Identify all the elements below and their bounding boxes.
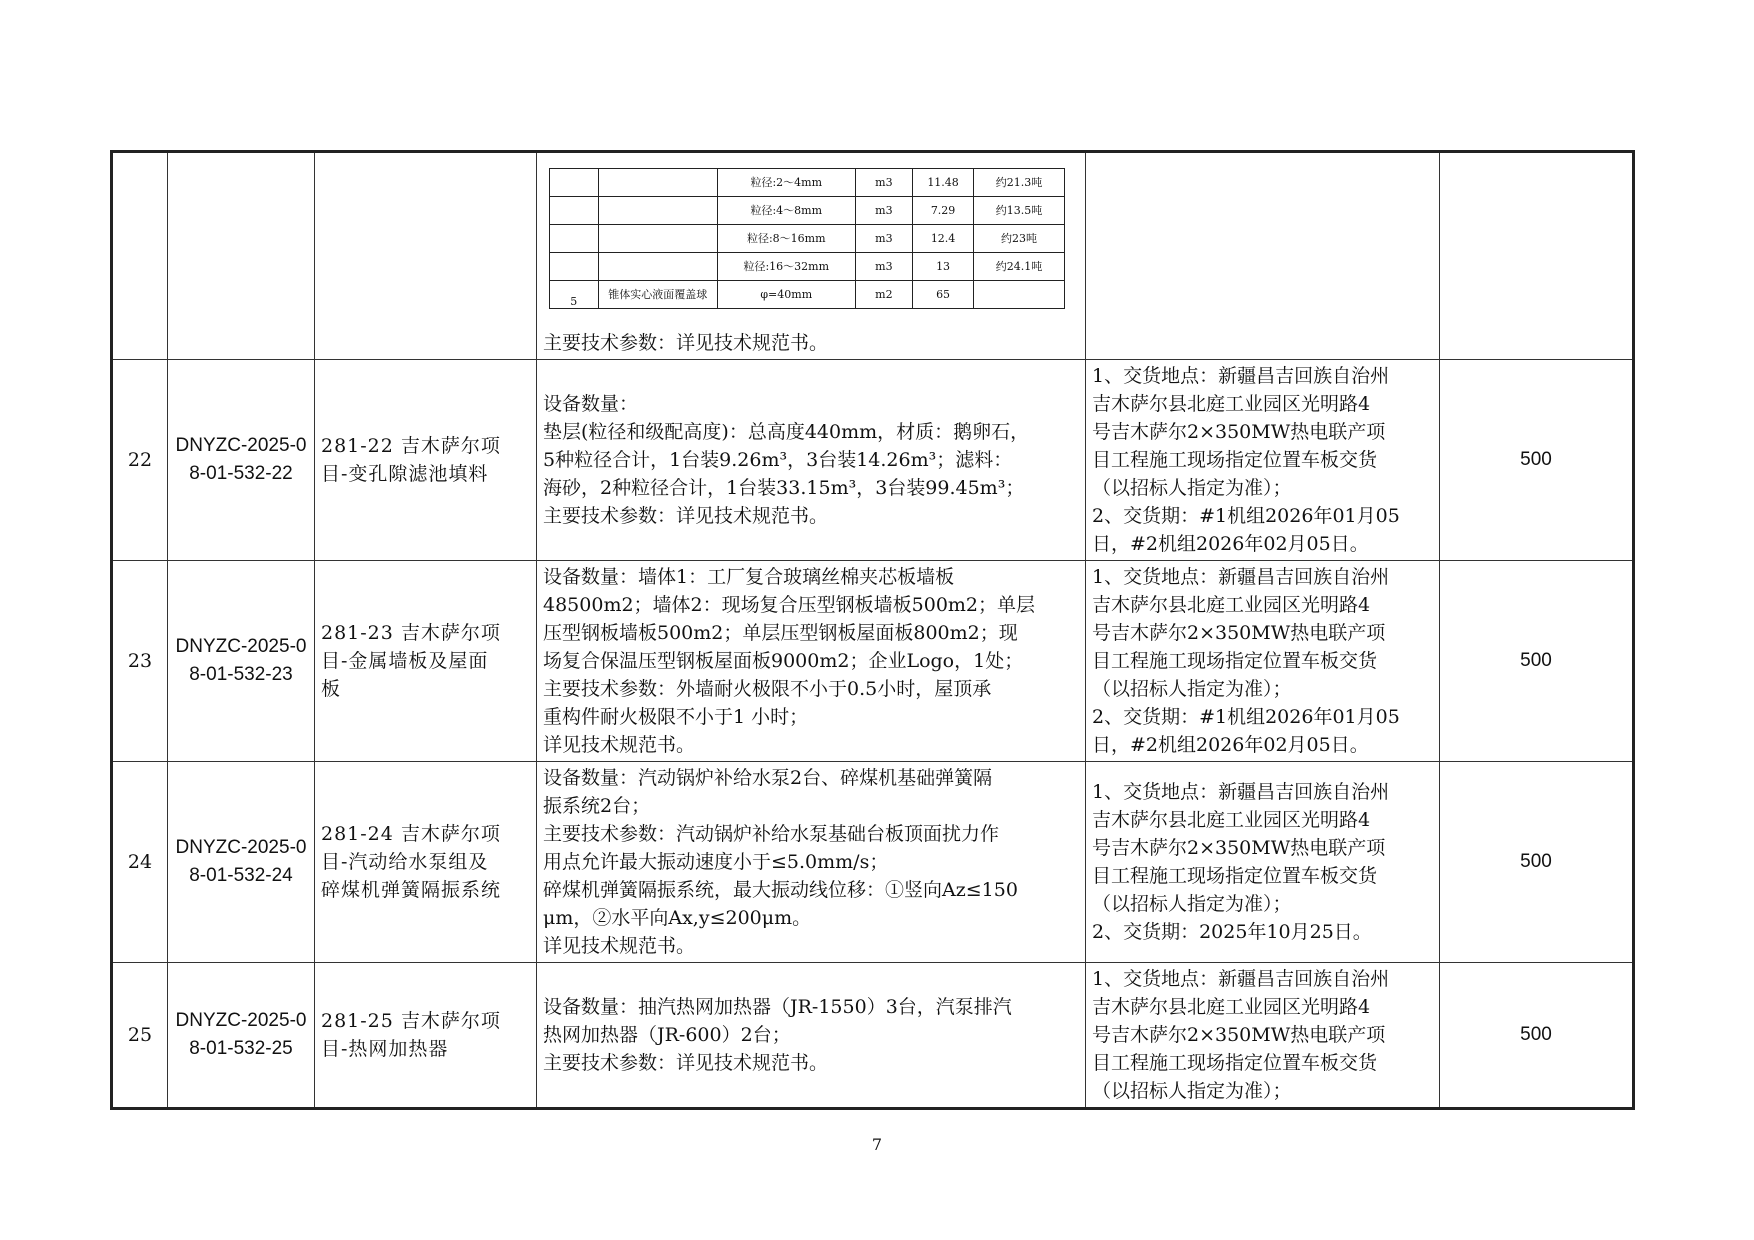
delivery-terms <box>1086 360 1440 561</box>
package-code-line: 8-01-532-24 <box>189 865 293 886</box>
subtable-cell-name: 锥体实心液面覆盖球 <box>598 281 717 309</box>
subtable-cell-name <box>598 197 717 225</box>
table-row <box>112 762 1634 963</box>
subtable-cell-unit: m3 <box>855 169 913 197</box>
subtable-cell-name <box>598 225 717 253</box>
subtable-cell-unit: m2 <box>855 281 913 309</box>
delivery-line: （以招标人指定为准）； <box>1092 893 1292 915</box>
row-number <box>112 152 168 360</box>
subtable-cell-no <box>550 197 599 225</box>
delivery-line: 吉木萨尔县北庭工业园区光明路4 <box>1092 393 1371 415</box>
equipment-description <box>537 762 1086 963</box>
package-name <box>315 360 537 561</box>
subtable-cell-no <box>550 225 599 253</box>
table-row <box>112 152 1634 360</box>
description-line: 设备数量：汽动锅炉补给水泵2台、碎煤机基础弹簧隔 <box>543 767 993 789</box>
delivery-line: （以招标人指定为准）； <box>1092 477 1292 499</box>
delivery-line: 1、交货地点：新疆昌吉回族自治州 <box>1092 968 1390 990</box>
subtable-cell-spec: 粒径:2～4mm <box>717 169 855 197</box>
package-code <box>168 152 315 360</box>
package-name <box>315 762 537 963</box>
subtable-cell-name <box>598 169 717 197</box>
description-line: 详见技术规范书。 <box>543 734 696 756</box>
subtable-cell-name <box>598 253 717 281</box>
delivery-line: 号吉木萨尔2×350MW热电联产项 <box>1092 622 1386 644</box>
subtable-cell-spec: φ=40mm <box>717 281 855 309</box>
subtable-cell-spec: 粒径:16～32mm <box>717 253 855 281</box>
description-line: 设备数量：墙体1：工厂复合玻璃丝棉夹芯板墙板 <box>543 566 955 588</box>
subtable-cell-unit: m3 <box>855 225 913 253</box>
table-row <box>112 561 1634 762</box>
delivery-terms <box>1086 152 1440 360</box>
subtable-cell-spec: 粒径:4～8mm <box>717 197 855 225</box>
table-row <box>112 963 1634 1109</box>
subtable-cell-qty: 11.48 <box>913 169 974 197</box>
subtable-cell-note: 约21.3吨 <box>973 169 1064 197</box>
delivery-line: （以招标人指定为准）； <box>1092 1080 1292 1102</box>
subtable-row <box>550 225 1065 253</box>
package-code <box>168 963 315 1109</box>
subtable-cell-qty: 7.29 <box>913 197 974 225</box>
package-name-line: 目-热网加热器 <box>321 1038 449 1060</box>
subtable-cell-qty: 65 <box>913 281 974 309</box>
delivery-line: 2、交货期：#1机组2026年01月05 <box>1092 505 1400 527</box>
package-name-line: 目-金属墙板及屋面 <box>321 650 489 672</box>
package-code <box>168 762 315 963</box>
description-line: 振系统2台； <box>543 795 651 817</box>
equipment-description <box>537 152 1086 360</box>
subtable-cell-unit: m3 <box>855 253 913 281</box>
subtable-row <box>550 197 1065 225</box>
description-line: 详见技术规范书。 <box>543 935 696 957</box>
delivery-line: 吉木萨尔县北庭工业园区光明路4 <box>1092 996 1371 1018</box>
delivery-line: 号吉木萨尔2×350MW热电联产项 <box>1092 1024 1386 1046</box>
equipment-description <box>537 963 1086 1109</box>
delivery-terms <box>1086 561 1440 762</box>
description-line: 压型钢板墙板500m2；单层压型钢板屋面板800m2；现 <box>543 622 1018 644</box>
package-name-line: 目-汽动给水泵组及 <box>321 851 489 873</box>
subtable-cell-no <box>550 169 599 197</box>
subtable-cell-note <box>973 281 1064 309</box>
package-code-line: 8-01-532-23 <box>189 664 293 685</box>
delivery-line: 1、交货地点：新疆昌吉回族自治州 <box>1092 365 1390 387</box>
row-number: 22 <box>112 360 168 561</box>
description-line: 设备数量： <box>543 393 639 415</box>
subtable-cell-unit: m3 <box>855 197 913 225</box>
package-code-line: DNYZC-2025-0 <box>175 636 307 657</box>
description-line: 5种粒径合计，1台装9.26m³，3台装14.26m³；滤料： <box>543 449 1013 471</box>
amount <box>1440 152 1634 360</box>
delivery-line: 目工程施工现场指定位置车板交货 <box>1092 1052 1378 1074</box>
description-line: 主要技术参数：外墙耐火极限不小于0.5小时，屋顶承 <box>543 678 992 700</box>
delivery-line: 吉木萨尔县北庭工业园区光明路4 <box>1092 594 1371 616</box>
subtable-cell-no: 5 <box>550 281 599 309</box>
description-line: 场复合保温压型钢板屋面板9000m2；企业Logo，1处； <box>543 650 1024 672</box>
description-line: 主要技术参数：详见技术规范书。 <box>543 505 829 527</box>
delivery-terms <box>1086 963 1440 1109</box>
delivery-line: 号吉木萨尔2×350MW热电联产项 <box>1092 837 1386 859</box>
delivery-line: 1、交货地点：新疆昌吉回族自治州 <box>1092 781 1390 803</box>
package-name-line: 281-23 吉木萨尔项 <box>321 622 501 644</box>
description-line: 垫层(粒径和级配高度)：总高度440mm，材质：鹅卵石， <box>543 421 1030 443</box>
amount: 500 <box>1440 963 1634 1109</box>
delivery-line: 2、交货期：#1机组2026年01月05 <box>1092 706 1400 728</box>
row-number: 25 <box>112 963 168 1109</box>
delivery-line: 号吉木萨尔2×350MW热电联产项 <box>1092 421 1386 443</box>
package-code <box>168 360 315 561</box>
equipment-description <box>537 360 1086 561</box>
package-name <box>315 152 537 360</box>
delivery-line: 日，#2机组2026年02月05日。 <box>1092 533 1369 555</box>
subtable-row <box>550 169 1065 197</box>
subtable-cell-note: 约24.1吨 <box>973 253 1064 281</box>
subtable-cell-note: 约23吨 <box>973 225 1064 253</box>
delivery-line: 吉木萨尔县北庭工业园区光明路4 <box>1092 809 1371 831</box>
delivery-line: 2、交货期：2025年10月25日。 <box>1092 921 1372 943</box>
subtable-cell-spec: 粒径:8～16mm <box>717 225 855 253</box>
package-name-line: 板 <box>321 678 342 700</box>
package-name <box>315 963 537 1109</box>
subtable-cell-qty: 13 <box>913 253 974 281</box>
equipment-description <box>537 561 1086 762</box>
amount: 500 <box>1440 561 1634 762</box>
page-number: 7 <box>871 1135 883 1154</box>
package-code-line: 8-01-532-22 <box>189 463 293 484</box>
amount: 500 <box>1440 360 1634 561</box>
delivery-line: 目工程施工现场指定位置车板交货 <box>1092 865 1378 887</box>
description-line: 主要技术参数：汽动锅炉补给水泵基础台板顶面扰力作 <box>543 823 1000 845</box>
description-line: 重构件耐火极限不小于1 小时； <box>543 706 809 728</box>
description-line: 热网加热器（JR-600）2台； <box>543 1024 791 1046</box>
delivery-line: 1、交货地点：新疆昌吉回族自治州 <box>1092 566 1390 588</box>
package-code-line: 8-01-532-25 <box>189 1038 293 1059</box>
delivery-line: 日，#2机组2026年02月05日。 <box>1092 734 1369 756</box>
delivery-line: （以招标人指定为准）； <box>1092 678 1292 700</box>
description-line: 主要技术参数：详见技术规范书。 <box>543 332 829 354</box>
subtable-cell-no <box>550 253 599 281</box>
subtable-row <box>550 281 1065 309</box>
package-code <box>168 561 315 762</box>
delivery-terms <box>1086 762 1440 963</box>
description-line: 用点允许最大振动速度小于≤5.0mm/s； <box>543 851 889 873</box>
subtable-row <box>550 253 1065 281</box>
delivery-line: 目工程施工现场指定位置车板交货 <box>1092 449 1378 471</box>
package-code-line: DNYZC-2025-0 <box>175 1010 307 1031</box>
row-number: 23 <box>112 561 168 762</box>
package-name-line: 281-25 吉木萨尔项 <box>321 1010 501 1032</box>
filler-spec-subtable <box>549 168 1065 309</box>
package-name-line: 碎煤机弹簧隔振系统 <box>321 879 502 901</box>
subtable-cell-qty: 12.4 <box>913 225 974 253</box>
description-line: 海砂，2种粒径合计，1台装33.15m³，3台装99.45m³； <box>543 477 1025 499</box>
description-line: 主要技术参数：详见技术规范书。 <box>543 1052 829 1074</box>
description-line: 48500m2；墙体2：现场复合压型钢板墙板500m2；单层 <box>543 594 1036 616</box>
subtable-cell-note: 约13.5吨 <box>973 197 1064 225</box>
description-line: 碎煤机弹簧隔振系统，最大振动线位移：①竖向Az≤150 <box>543 879 1018 901</box>
row-number: 24 <box>112 762 168 963</box>
package-name-line: 目-变孔隙滤池填料 <box>321 463 489 485</box>
package-code-line: DNYZC-2025-0 <box>175 837 307 858</box>
package-name-line: 281-24 吉木萨尔项 <box>321 823 501 845</box>
package-code-line: DNYZC-2025-0 <box>175 435 307 456</box>
delivery-line: 目工程施工现场指定位置车板交货 <box>1092 650 1378 672</box>
procurement-table <box>110 150 1635 1110</box>
package-name <box>315 561 537 762</box>
amount: 500 <box>1440 762 1634 963</box>
description-line: 设备数量：抽汽热网加热器（JR-1550）3台，汽泵排汽 <box>543 996 1012 1018</box>
table-row <box>112 360 1634 561</box>
description-line: μm，②水平向Ax,y≤200μm。 <box>543 907 812 929</box>
package-name-line: 281-22 吉木萨尔项 <box>321 435 501 457</box>
